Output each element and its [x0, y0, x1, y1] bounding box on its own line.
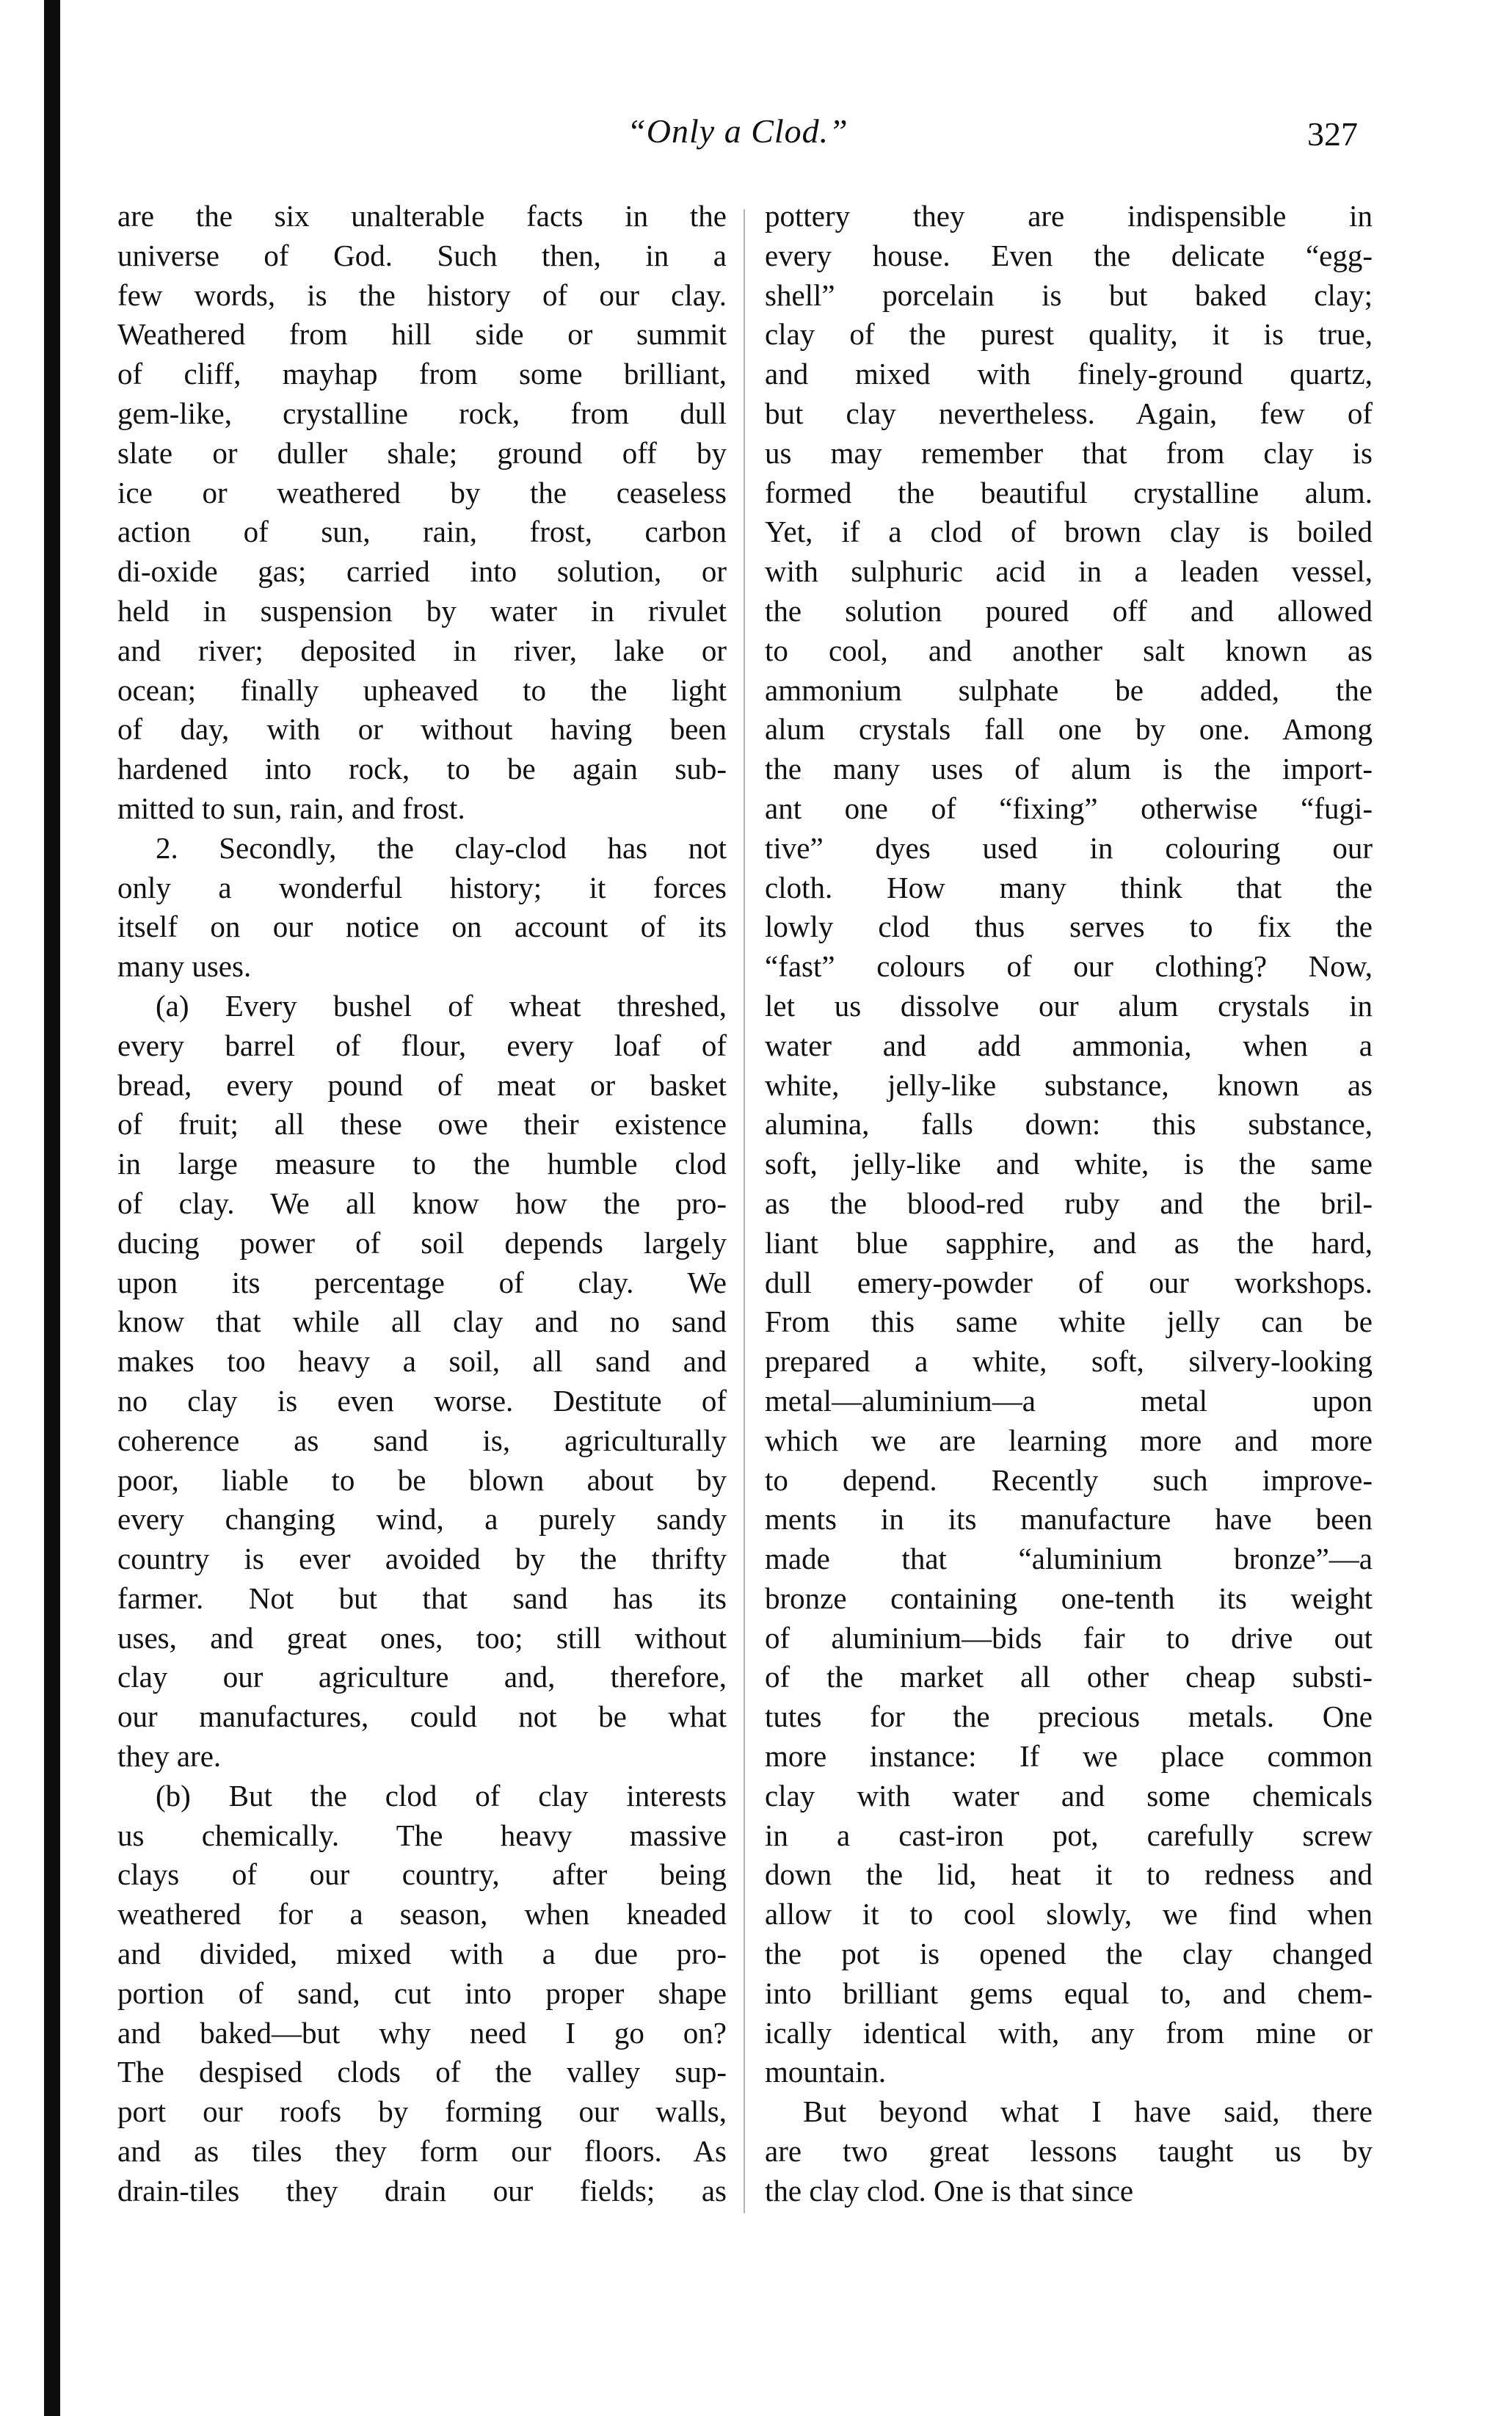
- text-line: made that “aluminium bronze”—a: [765, 1542, 1373, 1576]
- text-line: dull emery-powder of our workshops.: [765, 1265, 1373, 1299]
- text-line: shell” porcelain is but baked clay;: [765, 277, 1373, 312]
- text-line: Yet, if a clod of brown clay is boiled: [765, 515, 1373, 549]
- text-line: of aluminium—bids fair to drive out: [765, 1620, 1373, 1655]
- text-line: us chemically. The heavy massive: [117, 1818, 727, 1852]
- text-line: down the lid, heat it to redness and: [765, 1857, 1373, 1892]
- text-line: mitted to sun, rain, and frost.: [117, 791, 465, 825]
- text-line: and baked—but why need I go on?: [117, 2015, 727, 2050]
- text-line: ammonium sulphate be added, the: [765, 672, 1373, 707]
- text-line: into brilliant gems equal to, and chem-: [765, 1976, 1373, 2010]
- text-line: lowly clod thus serves to fix the: [765, 910, 1373, 944]
- text-line: white, jelly-like substance, known as: [765, 1067, 1373, 1102]
- text-line: of cliff, mayhap from some brilliant,: [117, 357, 727, 391]
- text-line: are the six unalterable facts in the: [117, 199, 727, 233]
- text-line: and divided, mixed with a due pro-: [117, 1937, 727, 1971]
- page-header: [117, 112, 1358, 163]
- text-line: ant one of “fixing” otherwise “fugi-: [765, 791, 1373, 825]
- text-line: they are.: [117, 1739, 222, 1774]
- text-line: in large measure to the humble clod: [117, 1147, 727, 1181]
- text-line: tive” dyes used in colouring our: [765, 830, 1373, 865]
- text-line: the pot is opened the clay changed: [765, 1937, 1373, 1971]
- text-line: metal—aluminium—a metal upon: [765, 1383, 1373, 1418]
- text-line: coherence as sand is, agriculturally: [117, 1423, 727, 1457]
- text-line: From this same white jelly can be: [765, 1305, 1373, 1339]
- text-line: Weathered from hill side or summit: [117, 317, 727, 352]
- text-line: few words, is the history of our clay.: [117, 277, 727, 312]
- text-line: slate or duller shale; ground off by: [117, 435, 727, 470]
- text-line: prepared a white, soft, silvery-looking: [765, 1344, 1373, 1379]
- text-line: drain-tiles they drain our fields; as: [117, 2173, 727, 2208]
- text-line: which we are learning more and more: [765, 1423, 1373, 1457]
- text-line: ducing power of soil depends largely: [117, 1225, 727, 1260]
- text-line: held in suspension by water in rivulet: [117, 593, 727, 628]
- text-line: hardened into rock, to be again sub-: [117, 752, 727, 786]
- text-line: upon its percentage of clay. We: [117, 1265, 727, 1299]
- text-line: us may remember that from clay is: [765, 435, 1373, 470]
- text-line: alum crystals fall one by one. Among: [765, 712, 1373, 747]
- text-line: But beyond what I have said, there: [803, 2094, 1373, 2129]
- text-line: allow it to cool slowly, we find when: [765, 1897, 1373, 1931]
- text-line: clays of our country, after being: [117, 1857, 727, 1892]
- text-line: to cool, and another salt known as: [765, 633, 1373, 667]
- text-line: country is ever avoided by the thrifty: [117, 1542, 727, 1576]
- text-line: poor, liable to be blown about by: [117, 1462, 727, 1497]
- text-line: ically identical with, any from mine or: [765, 2015, 1373, 2050]
- left-column: [117, 197, 727, 2211]
- text-line: soft, jelly-like and white, is the same: [765, 1147, 1373, 1181]
- text-line: our manufactures, could not be what: [117, 1699, 727, 1734]
- text-line: as the blood-red ruby and the bril-: [765, 1186, 1373, 1220]
- text-line: itself on our notice on account of its: [117, 910, 727, 944]
- text-line: clay our agriculture and, therefore,: [117, 1660, 727, 1694]
- text-line: action of sun, rain, frost, carbon: [117, 515, 727, 549]
- text-line: only a wonderful history; it forces: [117, 870, 727, 904]
- text-line: bread, every pound of meat or basket: [117, 1067, 727, 1102]
- text-line: and as tiles they form our floors. As: [117, 2134, 727, 2169]
- text-line: farmer. Not but that sand has its: [117, 1581, 727, 1615]
- binding-edge: [44, 0, 60, 2416]
- text-line: alumina, falls down: this substance,: [765, 1107, 1373, 1142]
- text-line: every barrel of flour, every loaf of: [117, 1028, 727, 1062]
- text-line: uses, and great ones, too; still without: [117, 1620, 727, 1655]
- text-line: more instance: If we place common: [765, 1739, 1373, 1774]
- text-line: of clay. We all know how the pro-: [117, 1186, 727, 1220]
- text-line: many uses.: [117, 949, 252, 984]
- text-line: “fast” colours of our clothing? Now,: [765, 949, 1373, 984]
- text-line: liant blue sapphire, and as the hard,: [765, 1225, 1373, 1260]
- text-line: of the market all other cheap substi-: [765, 1660, 1373, 1694]
- text-line: clay with water and some chemicals: [765, 1778, 1373, 1813]
- text-line: no clay is even worse. Destitute of: [117, 1383, 727, 1418]
- text-line: formed the beautiful crystalline alum.: [765, 475, 1373, 509]
- text-line: every changing wind, a purely sandy: [117, 1502, 727, 1537]
- text-line: The despised clods of the valley sup-: [117, 2055, 727, 2089]
- text-line: but clay nevertheless. Again, few of: [765, 396, 1373, 430]
- text-line: 2. Secondly, the clay-clod has not: [156, 830, 727, 865]
- text-line: universe of God. Such then, in a: [117, 238, 727, 272]
- running-title: “Only a Clod.”: [627, 112, 848, 150]
- text-line: of fruit; all these owe their existence: [117, 1107, 727, 1142]
- text-line: clay of the purest quality, it is true,: [765, 317, 1373, 352]
- text-line: pottery they are indispensible in: [765, 199, 1373, 233]
- column-divider: [744, 209, 745, 2213]
- text-line: with sulphuric acid in a leaden vessel,: [765, 554, 1373, 589]
- text-line: cloth. How many think that the: [765, 870, 1373, 904]
- text-line: ice or weathered by the ceaseless: [117, 475, 727, 509]
- text-line: di-oxide gas; carried into solution, or: [117, 554, 727, 589]
- text-line: bronze containing one-tenth its weight: [765, 1581, 1373, 1615]
- text-line: let us dissolve our alum crystals in: [765, 988, 1373, 1023]
- text-line: weathered for a season, when kneaded: [117, 1897, 727, 1931]
- text-line: of day, with or without having been: [117, 712, 727, 747]
- text-line: (a) Every bushel of wheat threshed,: [156, 988, 727, 1023]
- text-line: (b) But the clod of clay interests: [156, 1778, 727, 1813]
- text-line: mountain.: [765, 2055, 887, 2089]
- text-line: port our roofs by forming our walls,: [117, 2094, 727, 2129]
- text-line: water and add ammonia, when a: [765, 1028, 1373, 1062]
- text-line: makes too heavy a soil, all sand and: [117, 1344, 727, 1379]
- text-line: tutes for the precious metals. One: [765, 1699, 1373, 1734]
- text-line: portion of sand, cut into proper shape: [117, 1976, 727, 2010]
- text-line: the solution poured off and allowed: [765, 593, 1373, 628]
- text-line: and mixed with finely-ground quartz,: [765, 357, 1373, 391]
- text-line: to depend. Recently such improve-: [765, 1462, 1373, 1497]
- text-line: ments in its manufacture have been: [765, 1502, 1373, 1537]
- text-line: in a cast-iron pot, carefully screw: [765, 1818, 1373, 1852]
- text-line: gem-like, crystalline rock, from dull: [117, 396, 727, 430]
- text-line: every house. Even the delicate “egg-: [765, 238, 1373, 272]
- text-line: know that while all clay and no sand: [117, 1305, 727, 1339]
- text-line: the clay clod. One is that since: [765, 2173, 1134, 2208]
- right-column: [765, 197, 1373, 2211]
- text-line: and river; deposited in river, lake or: [117, 633, 727, 667]
- page-number: 327: [1307, 115, 1358, 153]
- text-line: are two great lessons taught us by: [765, 2134, 1373, 2169]
- text-line: ocean; finally upheaved to the light: [117, 672, 727, 707]
- text-line: the many uses of alum is the import-: [765, 752, 1373, 786]
